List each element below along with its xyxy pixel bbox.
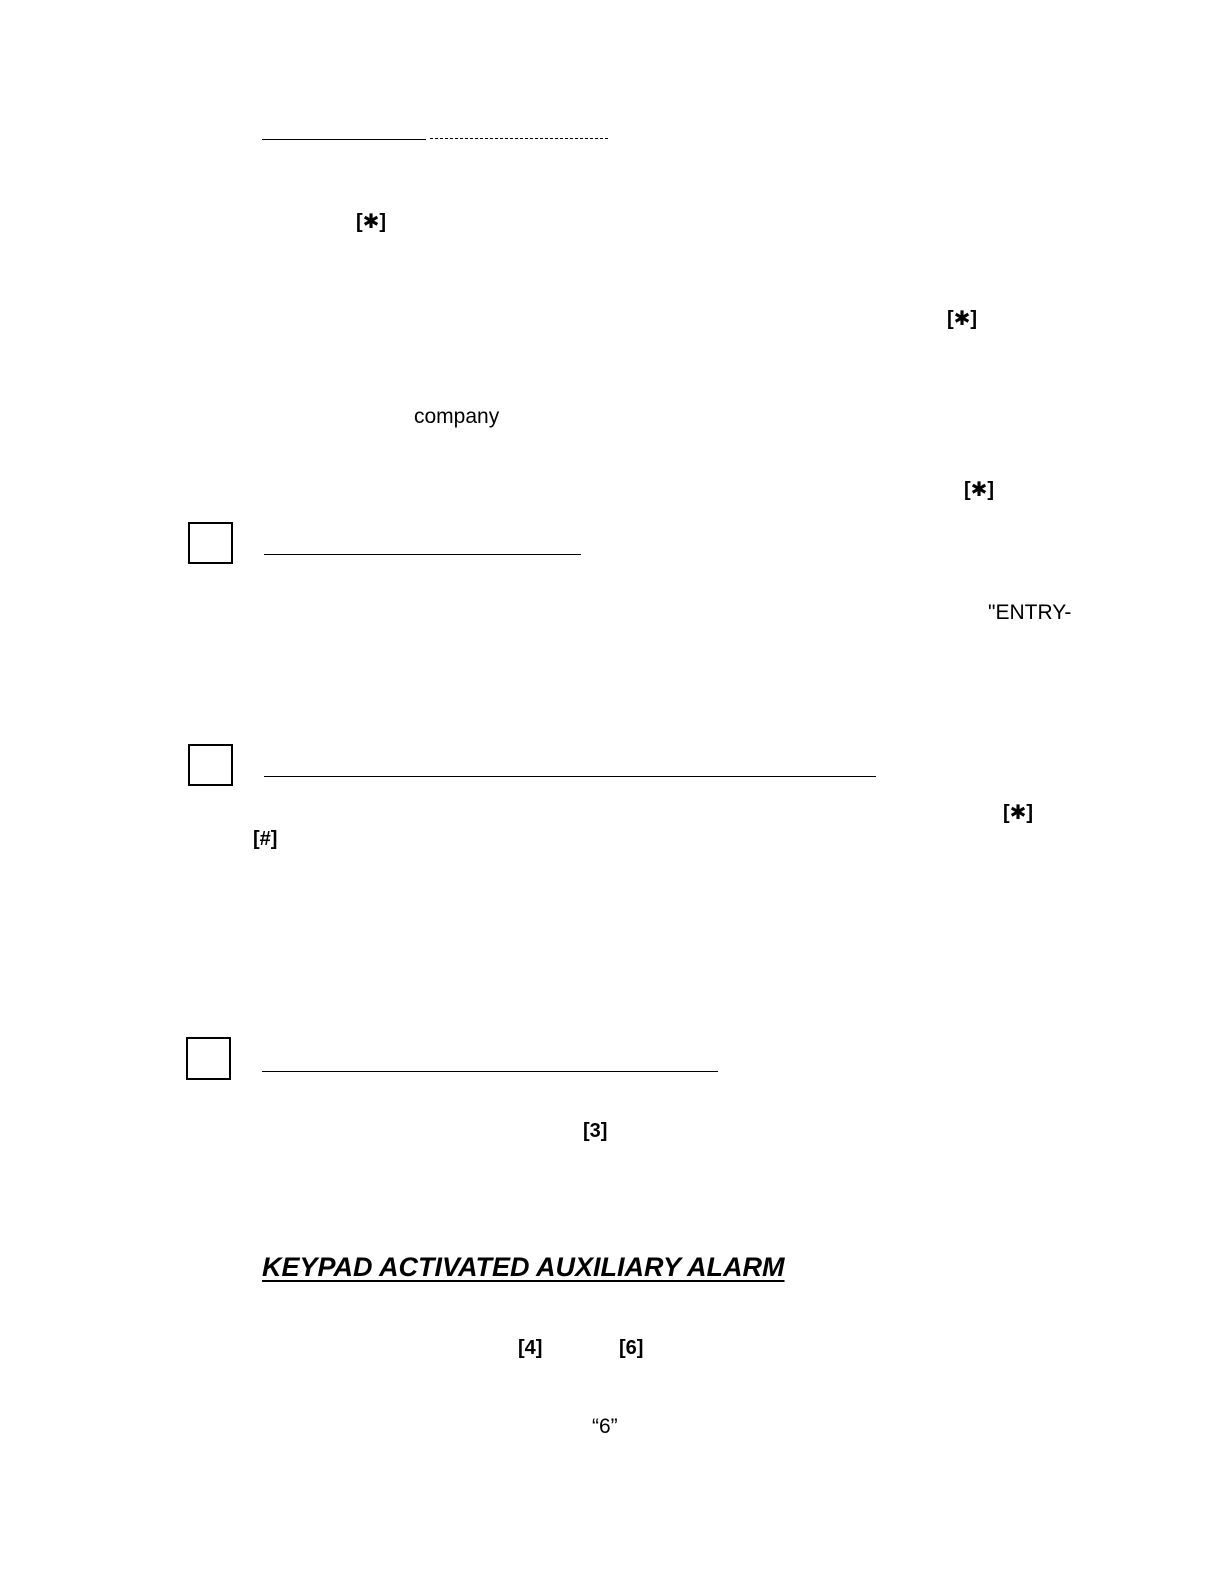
checkbox-1-rule bbox=[264, 554, 581, 555]
star-key-label: [✱] bbox=[1003, 802, 1034, 824]
star-key-label: [✱] bbox=[947, 308, 978, 330]
section-heading: KEYPAD ACTIVATED AUXILIARY ALARM bbox=[262, 1252, 785, 1282]
quote-6-text: “6” bbox=[592, 1415, 618, 1438]
top-rule-right bbox=[430, 138, 608, 139]
key-4-label: [4] bbox=[518, 1337, 543, 1359]
star-key-label: [✱] bbox=[356, 211, 387, 233]
checkbox-3[interactable] bbox=[186, 1037, 231, 1080]
key-3-label: [3] bbox=[583, 1120, 608, 1142]
top-rule-left bbox=[262, 139, 426, 140]
hash-key-label: [#] bbox=[253, 828, 278, 850]
star-key-label: [✱] bbox=[964, 479, 995, 501]
key-6-label: [6] bbox=[619, 1337, 644, 1359]
checkbox-3-rule bbox=[262, 1071, 718, 1072]
checkbox-2[interactable] bbox=[188, 744, 233, 786]
company-text: company bbox=[414, 405, 500, 428]
checkbox-1[interactable] bbox=[188, 522, 233, 564]
checkbox-2-rule bbox=[264, 776, 876, 777]
entry-text: "ENTRY- bbox=[988, 601, 1072, 624]
